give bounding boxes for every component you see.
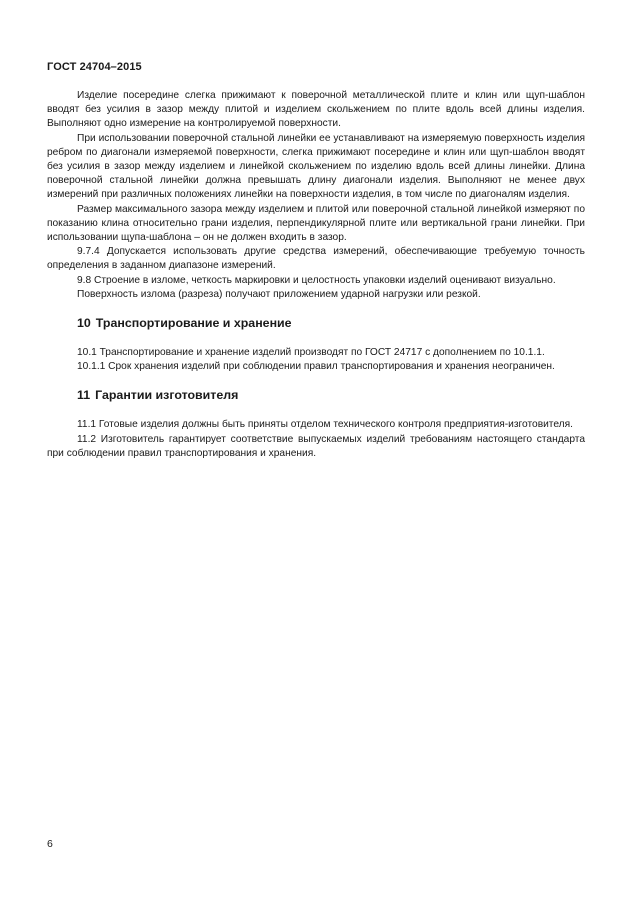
section-11-body	[47, 418, 585, 461]
section-10-body	[47, 346, 585, 374]
page-body	[47, 89, 585, 461]
paragraph-ruler-measurement: При использовании поверочной стальной линейки ее устанавливают на измеряемую поверхность изделия ребром по диагонали измеряемой поверхности, слегка прижимают посередине и клин или щуп-шаблон вводят без усилия в зазор между изделием и линейкой скольжением по изделию вдоль всей длины линейки. Длина поверочной стальной линейки должна превышать длину диагонали изделия. Выполняют не менее двух измерений при различных положениях линейки на поверхности изделия, в том числе по диагоналям изделия.	[47, 132, 585, 201]
paragraph-10-1-1: 10.1.1 Срок хранения изделий при соблюдении правил транспортирования и хранения неограничен.	[77, 361, 555, 373]
paragraph-11-1: 11.1 Готовые изделия должны быть приняты отделом технического контроля предприятия-изготовителя.	[77, 419, 573, 431]
top-paragraphs	[47, 89, 585, 302]
section-10-number: 10	[77, 316, 91, 331]
section-10-heading	[47, 315, 585, 331]
paragraph-9-7-4: 9.7.4 Допускается использовать другие средства измерений, обеспечивающие требуемую точность определения в заданном диапазоне измерений.	[47, 246, 585, 272]
paragraph-fracture-surface: Поверхность излома (разреза) получают приложением ударной нагрузки или резкой.	[77, 288, 481, 300]
standard-designation: ГОСТ 24704–2015	[47, 61, 142, 73]
section-10-title: Транспортирование и хранение	[95, 316, 292, 331]
section-11-title: Гарантии изготовителя	[95, 388, 239, 403]
paragraph-max-gap: Размер максимального зазора между изделием и плитой или поверочной стальной линейкой измеряют по показанию клина относительно грани изделия, перпендикулярной плите или вертикальной грани линейки. При использовании щупа-шаблона – он не должен входить в зазор.	[47, 203, 585, 244]
section-11-number: 11	[77, 388, 91, 403]
section-11-heading	[47, 387, 585, 403]
page-number: 6	[47, 838, 53, 850]
paragraph-11-2: 11.2 Изготовитель гарантирует соответствие выпускаемых изделий требованиям настоящего стандарта при соблюдении правил транспортирования и хранения.	[47, 433, 585, 459]
paragraph-plate-measurement: Изделие посередине слегка прижимают к поверочной металлической плите и клин или щуп-шаблон вводят без усилия в зазор между плитой и изделием скольжением по плите вдоль всей длины изделия. Выполняют одно измерение на контролируемой поверхности.	[47, 90, 585, 130]
paragraph-9-8: 9.8 Строение в изломе, четкость маркировки и целостность упаковки изделий оценивают визуально.	[77, 274, 556, 286]
paragraph-10-1: 10.1 Транспортирование и хранение изделий производят по ГОСТ 24717 с дополнением по 10.1.1.	[77, 347, 545, 359]
